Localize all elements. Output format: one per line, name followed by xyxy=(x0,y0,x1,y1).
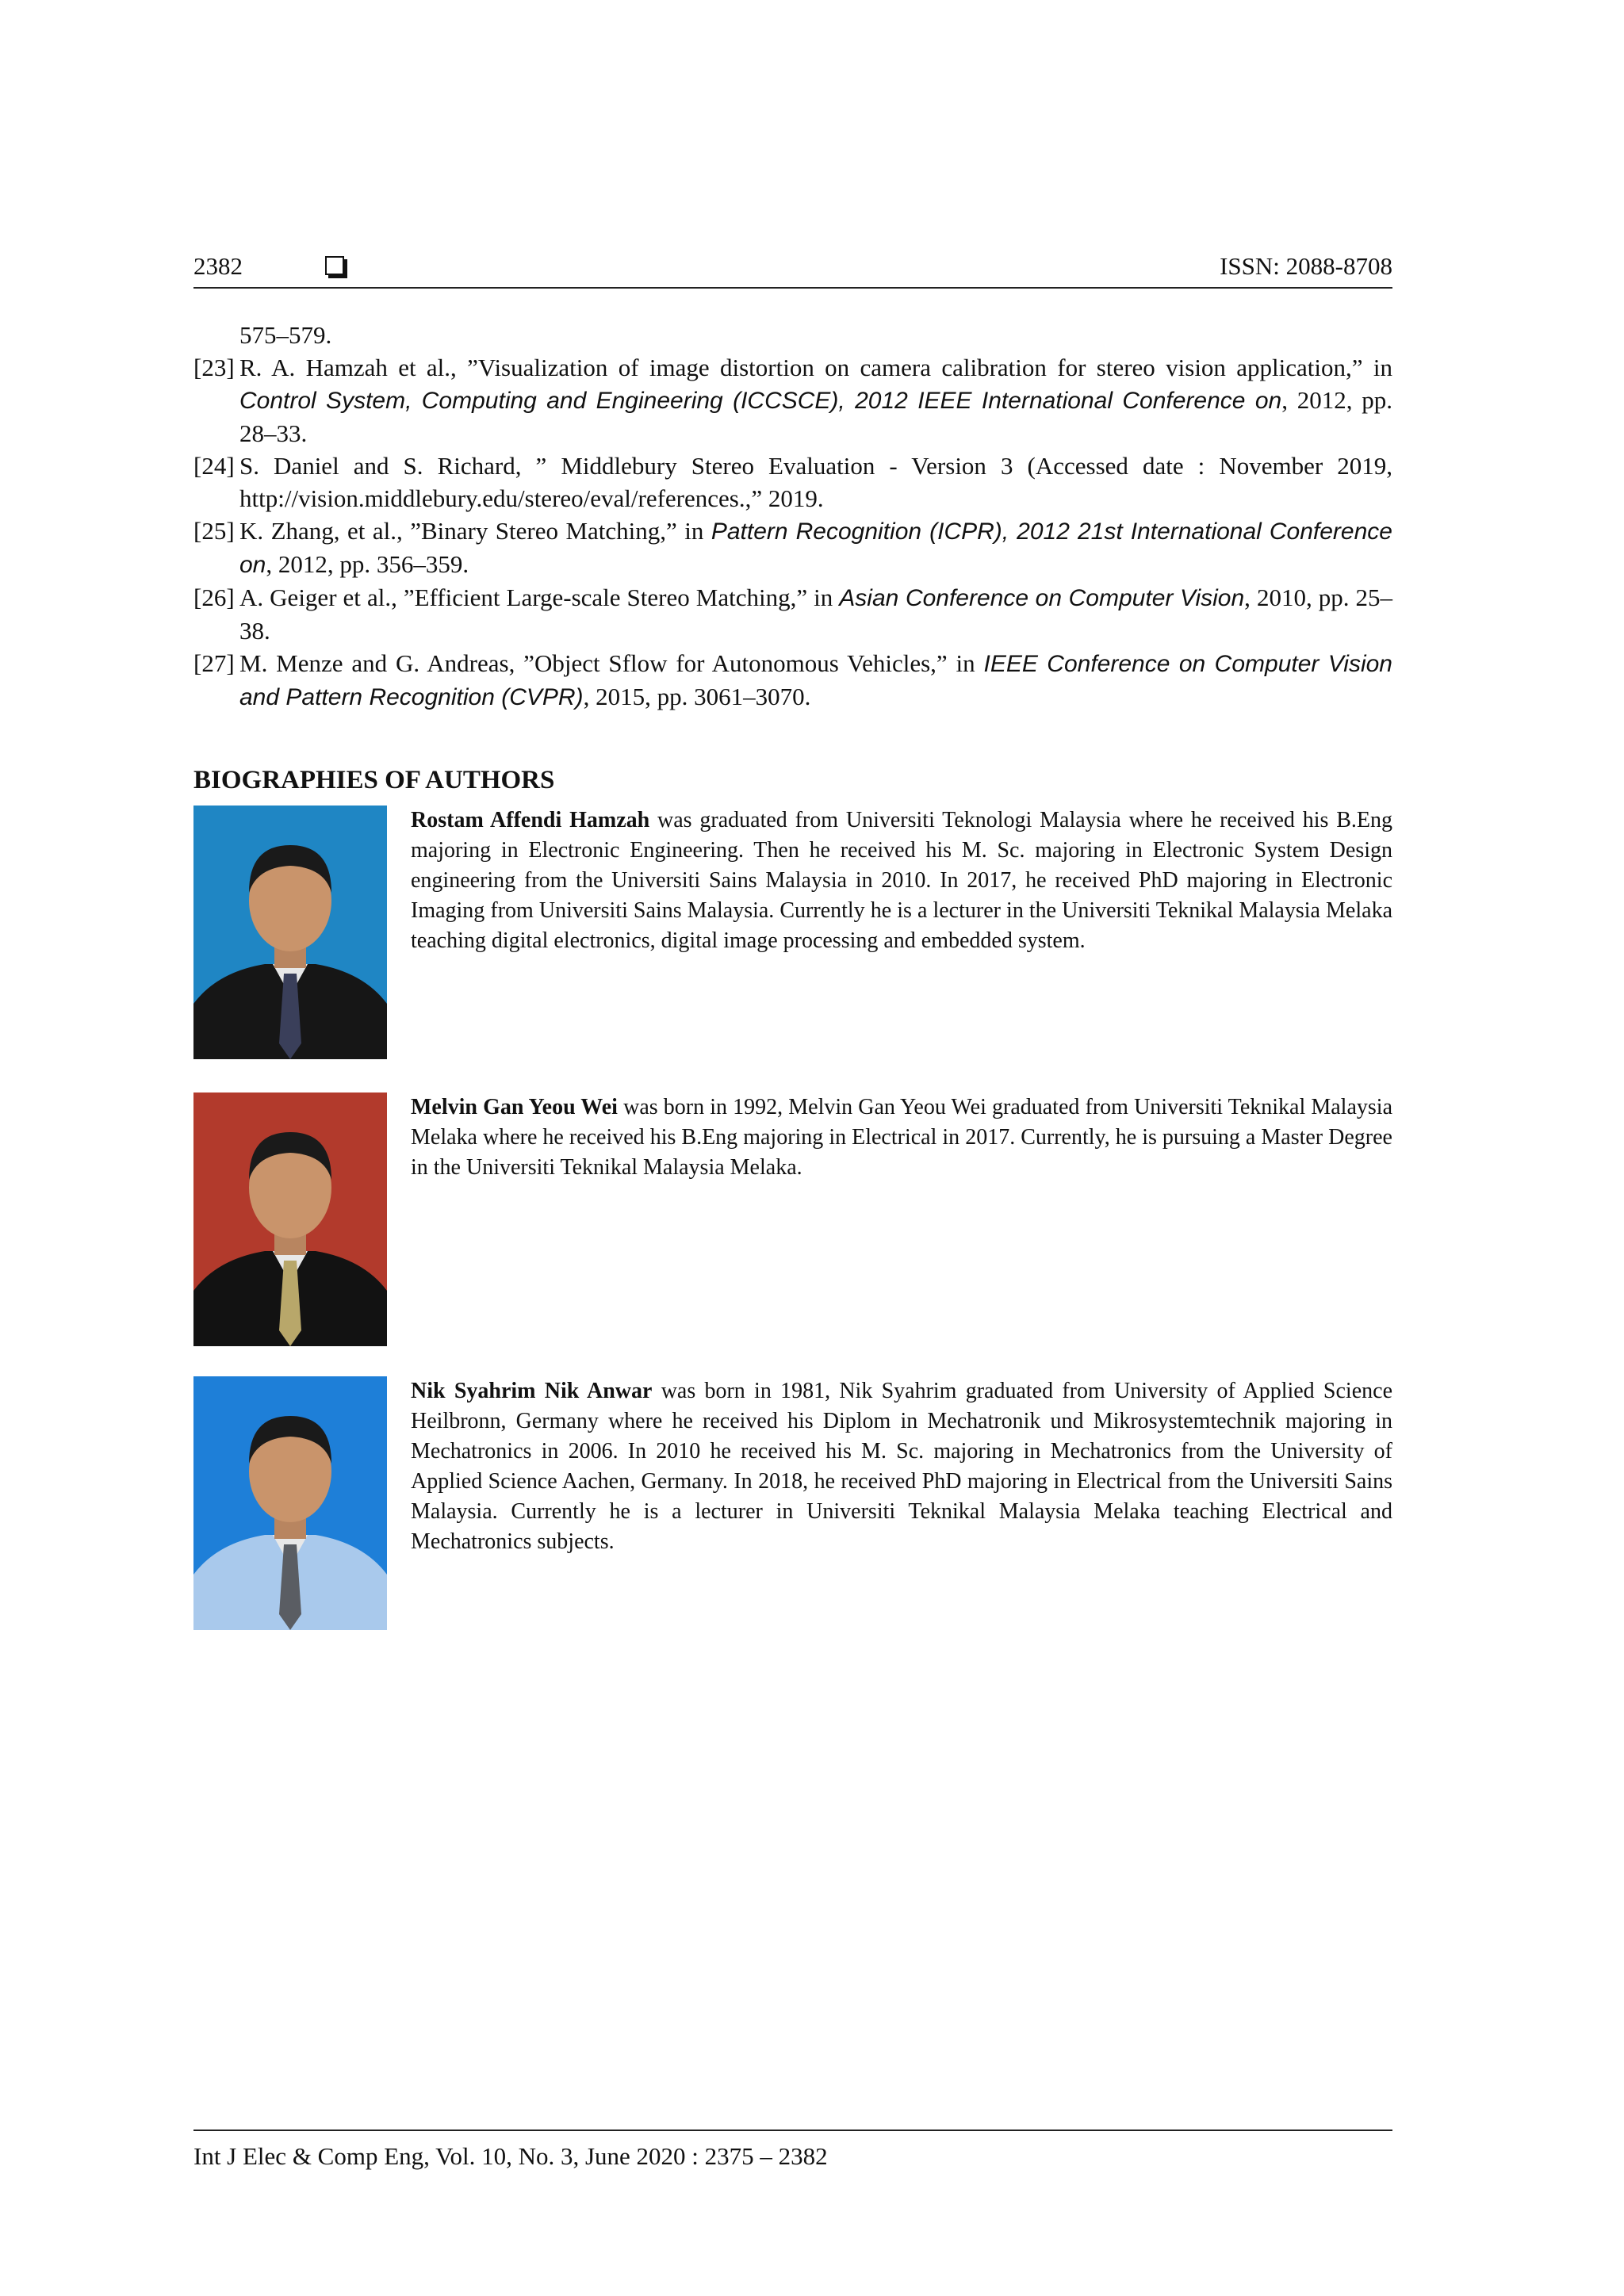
reference-item xyxy=(193,581,1392,647)
reference-text: , 2012, pp. 356–359. xyxy=(266,550,469,578)
author-photo xyxy=(193,806,387,1059)
reference-venue: IEEE Conference on Computer Vision and Pattern Recognition (CVPR) xyxy=(239,651,1392,710)
reference-item xyxy=(193,351,1392,450)
reference-item xyxy=(193,647,1392,714)
portrait-illustration xyxy=(193,1093,387,1346)
reference-item xyxy=(193,515,1392,581)
reference-text: , 2015, pp. 3061–3070. xyxy=(583,683,811,710)
author-bio-text: Rostam Affendi Hamzah was graduated from Universiti Teknologi Malaysia where he received his B.Eng majoring in Electronic Engineering. Then he received his M. Sc. majoring in Electronic System Design engineering from the Universiti Sains Malaysia in 2010. In 2017, he received PhD majoring in Electronic Imaging from Universiti Sains Malaysia. Currently he is a lecturer in the Universiti Teknikal Malaysia Melaka teaching digital electronics, digital image processing and embedded system. xyxy=(411,808,1392,953)
author-name: Melvin Gan Yeou Wei xyxy=(411,1095,618,1119)
reference-text: S. Daniel and S. Richard, ” Middlebury Stereo Evaluation - Version 3 (Accessed date : November 2019, http://vision.middlebury.edu/stereo/eval/references.,” 2019. xyxy=(239,452,1392,512)
footer-divider xyxy=(193,2130,1392,2131)
reference-number: [25] xyxy=(193,517,235,545)
reference-venue: Control System, Computing and Engineering (ICCSCE), 2012 IEEE International Conference on xyxy=(239,388,1282,414)
reference-text: K. Zhang, et al., ”Binary Stereo Matching,” in xyxy=(239,517,711,545)
reference-text: R. A. Hamzah et al., ”Visualization of image distortion on camera calibration for stereo vision application,” in xyxy=(239,354,1392,381)
reference-item xyxy=(193,319,1392,351)
portrait-illustration xyxy=(193,1376,387,1630)
page-number: 2382 xyxy=(193,252,243,280)
reference-number: [27] xyxy=(193,649,235,677)
reference-text: , 2010, pp. 25–38. xyxy=(239,584,1393,645)
author-photo xyxy=(193,1093,387,1346)
author-bio-text: Melvin Gan Yeou Wei was born in 1992, Melvin Gan Yeou Wei graduated from Universiti Teknikal Malaysia Melaka where he received his B.Eng majoring in Electrical in 2017. Currently, he is pursuing a Master Degree in the Universiti Teknikal Malaysia Melaka. xyxy=(411,1095,1392,1180)
issn: ISSN: 2088-8708 xyxy=(1220,252,1392,280)
page-footer: Int J Elec & Comp Eng, Vol. 10, No. 3, June 2020 : 2375 – 2382 xyxy=(193,2142,828,2170)
square-icon xyxy=(325,256,344,275)
reference-item xyxy=(193,450,1392,515)
portrait-illustration xyxy=(193,806,387,1059)
reference-text: 575–579. xyxy=(239,321,332,349)
author-name: Rostam Affendi Hamzah xyxy=(411,808,650,832)
author-bio-text: Nik Syahrim Nik Anwar was born in 1981, Nik Syahrim graduated from University of Applied Science Heilbronn, Germany where he received his Diplom in Mechatronik und Mikrosystemtechnik majoring in Mechatronics in 2006. In 2010 he received his M. Sc. majoring in Mechatronics from the University of Applied Science Aachen, Germany. In 2018, he received PhD majoring in Electrical from the Universiti Sains Malaysia. Currently he is a lecturer in Universiti Teknikal Malaysia Melaka teaching Electrical and Mechatronics subjects. xyxy=(411,1379,1392,1554)
reference-text: A. Geiger et al., ”Efficient Large-scale Stereo Matching,” in xyxy=(239,584,840,611)
reference-number: [26] xyxy=(193,584,235,611)
references-list xyxy=(193,319,1392,714)
reference-number: [24] xyxy=(193,452,235,480)
reference-number: [23] xyxy=(193,354,235,381)
reference-text: , 2012, pp. 28–33. xyxy=(239,386,1392,447)
reference-venue: Pattern Recognition (ICPR), 2012 21st International Conference on xyxy=(239,519,1392,578)
author-photo xyxy=(193,1376,387,1630)
reference-text: M. Menze and G. Andreas, ”Object Sflow for Autonomous Vehicles,” in xyxy=(239,649,984,677)
page-header xyxy=(193,252,1392,289)
author-name: Nik Syahrim Nik Anwar xyxy=(411,1379,653,1403)
biographies-heading: BIOGRAPHIES OF AUTHORS xyxy=(193,766,555,794)
reference-venue: Asian Conference on Computer Vision xyxy=(839,585,1245,611)
